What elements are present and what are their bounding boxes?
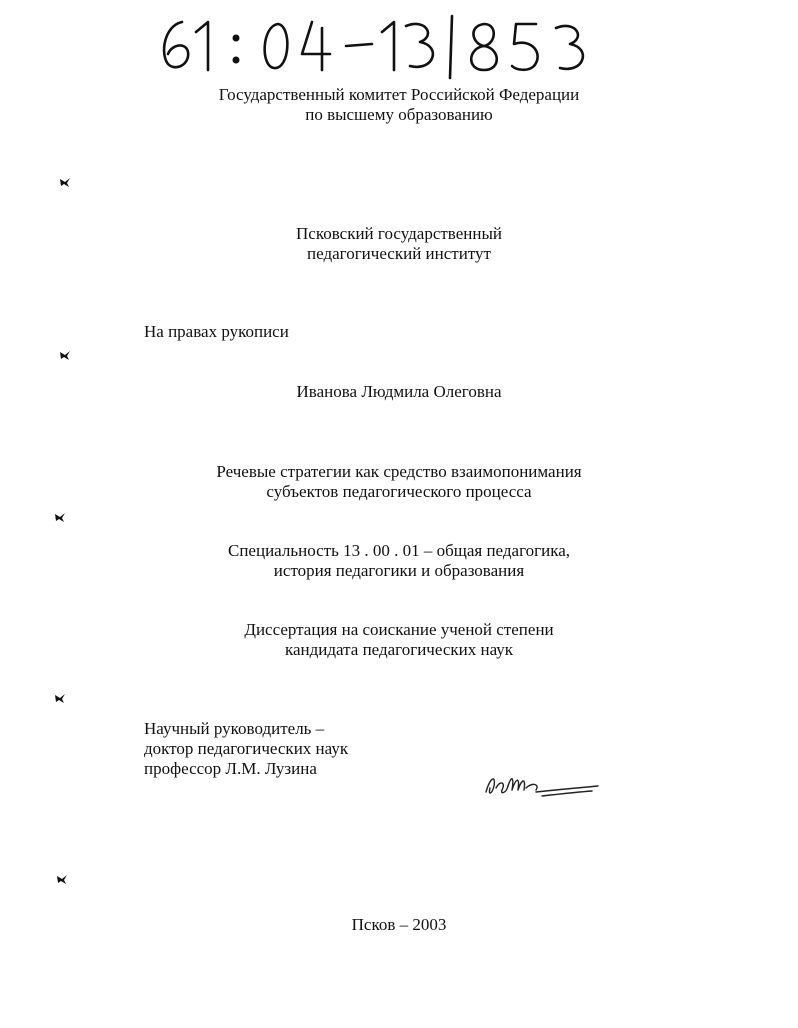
supervisor-line-1: Научный руководитель – (144, 719, 325, 738)
degree-line-2: кандидата педагогических наук (284, 640, 514, 659)
degree-line-1: Диссертация на соискание ученой степени (244, 620, 554, 639)
handwritten-archive-code (150, 10, 610, 80)
institution-line-2: педагогический институт (307, 244, 491, 263)
manuscript-note: На правах рукописи (144, 322, 289, 341)
thesis-title-line-1: Речевые стратегии как средство взаимопонимания (216, 462, 582, 481)
committee-line-2: по высшему образованию (305, 105, 493, 124)
margin-mark-icon (53, 511, 67, 523)
specialty-line-2: история педагогики и образования (273, 561, 525, 580)
institution-line-1: Псковский государственный (296, 224, 502, 243)
signature-scribble (480, 768, 610, 808)
margin-mark-icon (53, 692, 67, 704)
supervisor-line-2: доктор педагогических наук (144, 739, 349, 758)
author-name: Иванова Людмила Олеговна (296, 382, 502, 401)
supervisor-line-3: профессор Л.М. Лузина (144, 759, 317, 778)
committee-line-1: Государственный комитет Российской Федерации (218, 85, 580, 104)
margin-mark-icon (58, 176, 72, 188)
margin-mark-icon (55, 873, 69, 885)
specialty-line-1: Специальность 13 . 00 . 01 – общая педагогика, (228, 541, 570, 560)
city-year: Псков – 2003 (351, 915, 447, 934)
thesis-title-line-2: субъектов педагогического процесса (266, 482, 532, 501)
margin-mark-icon (58, 349, 72, 361)
